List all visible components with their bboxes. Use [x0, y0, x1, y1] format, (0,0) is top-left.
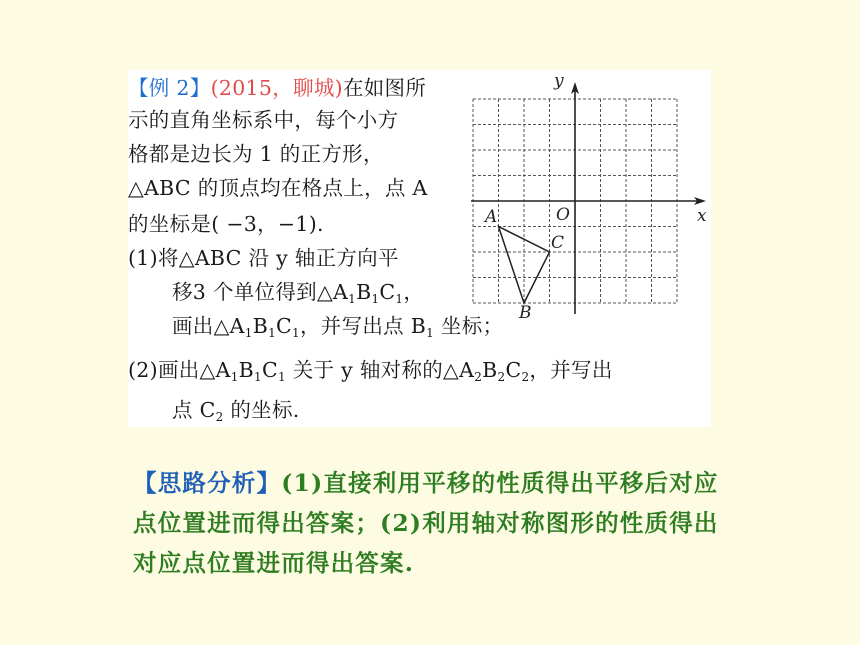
- analysis-heading: 【思路分析】: [133, 469, 282, 497]
- analysis-line-3: 对应点位置进而得出答案.: [133, 549, 415, 577]
- analysis-text: (1)直接利用平移的性质得出平移后对应: [281, 469, 719, 497]
- question-1-text: 将△ABC 沿 y 轴正方向平: [157, 246, 399, 270]
- question-2-number: (2): [128, 358, 158, 382]
- problem-line-2: 示的直角坐标系中，每个小方: [128, 108, 399, 132]
- problem-line-3: 格都是边长为 1 的正方形，: [128, 142, 384, 166]
- coordinate-figure: [468, 70, 708, 318]
- analysis-line-1: [133, 463, 719, 503]
- problem-box: [128, 70, 711, 427]
- question-1-line-b: 移3 个单位得到$\triangle A_1B_1C_1$，: [172, 280, 425, 306]
- problem-line-1: [128, 74, 426, 102]
- origin-label: O: [556, 205, 570, 225]
- x-axis-label: x: [697, 206, 707, 226]
- question-1-number: (1): [128, 246, 158, 270]
- point-b-label: B: [519, 303, 532, 318]
- source-tag: (2015，聊城): [210, 76, 343, 100]
- question-1-line-a: [128, 244, 399, 272]
- point-a-label: A: [485, 207, 498, 227]
- problem-line-4: △ABC 的顶点均在格点上，点 A: [128, 176, 428, 200]
- point-c-label: C: [551, 233, 565, 253]
- question-2-line-a: [128, 356, 613, 384]
- question-1-line-c: 画出$\triangle A_1B_1C_1$，并写出点 $B_1$ 坐标；: [172, 314, 504, 340]
- y-axis-label: y: [554, 71, 564, 91]
- question-2-line-b: 点 $C_2$ 的坐标.: [172, 398, 300, 424]
- analysis-line-2: 点位置进而得出答案；(2)利用轴对称图形的性质得出: [133, 509, 719, 537]
- problem-text: 在如图所: [342, 76, 427, 100]
- question-2-text: 画出$\triangle A_1B_1C_1$ 关于 y 轴对称的$\triangle A_2B_2C_2$，并写出: [157, 358, 613, 384]
- problem-line-5: 的坐标是( −3，−1).: [128, 212, 324, 236]
- example-tag: 【例 2】: [128, 76, 211, 100]
